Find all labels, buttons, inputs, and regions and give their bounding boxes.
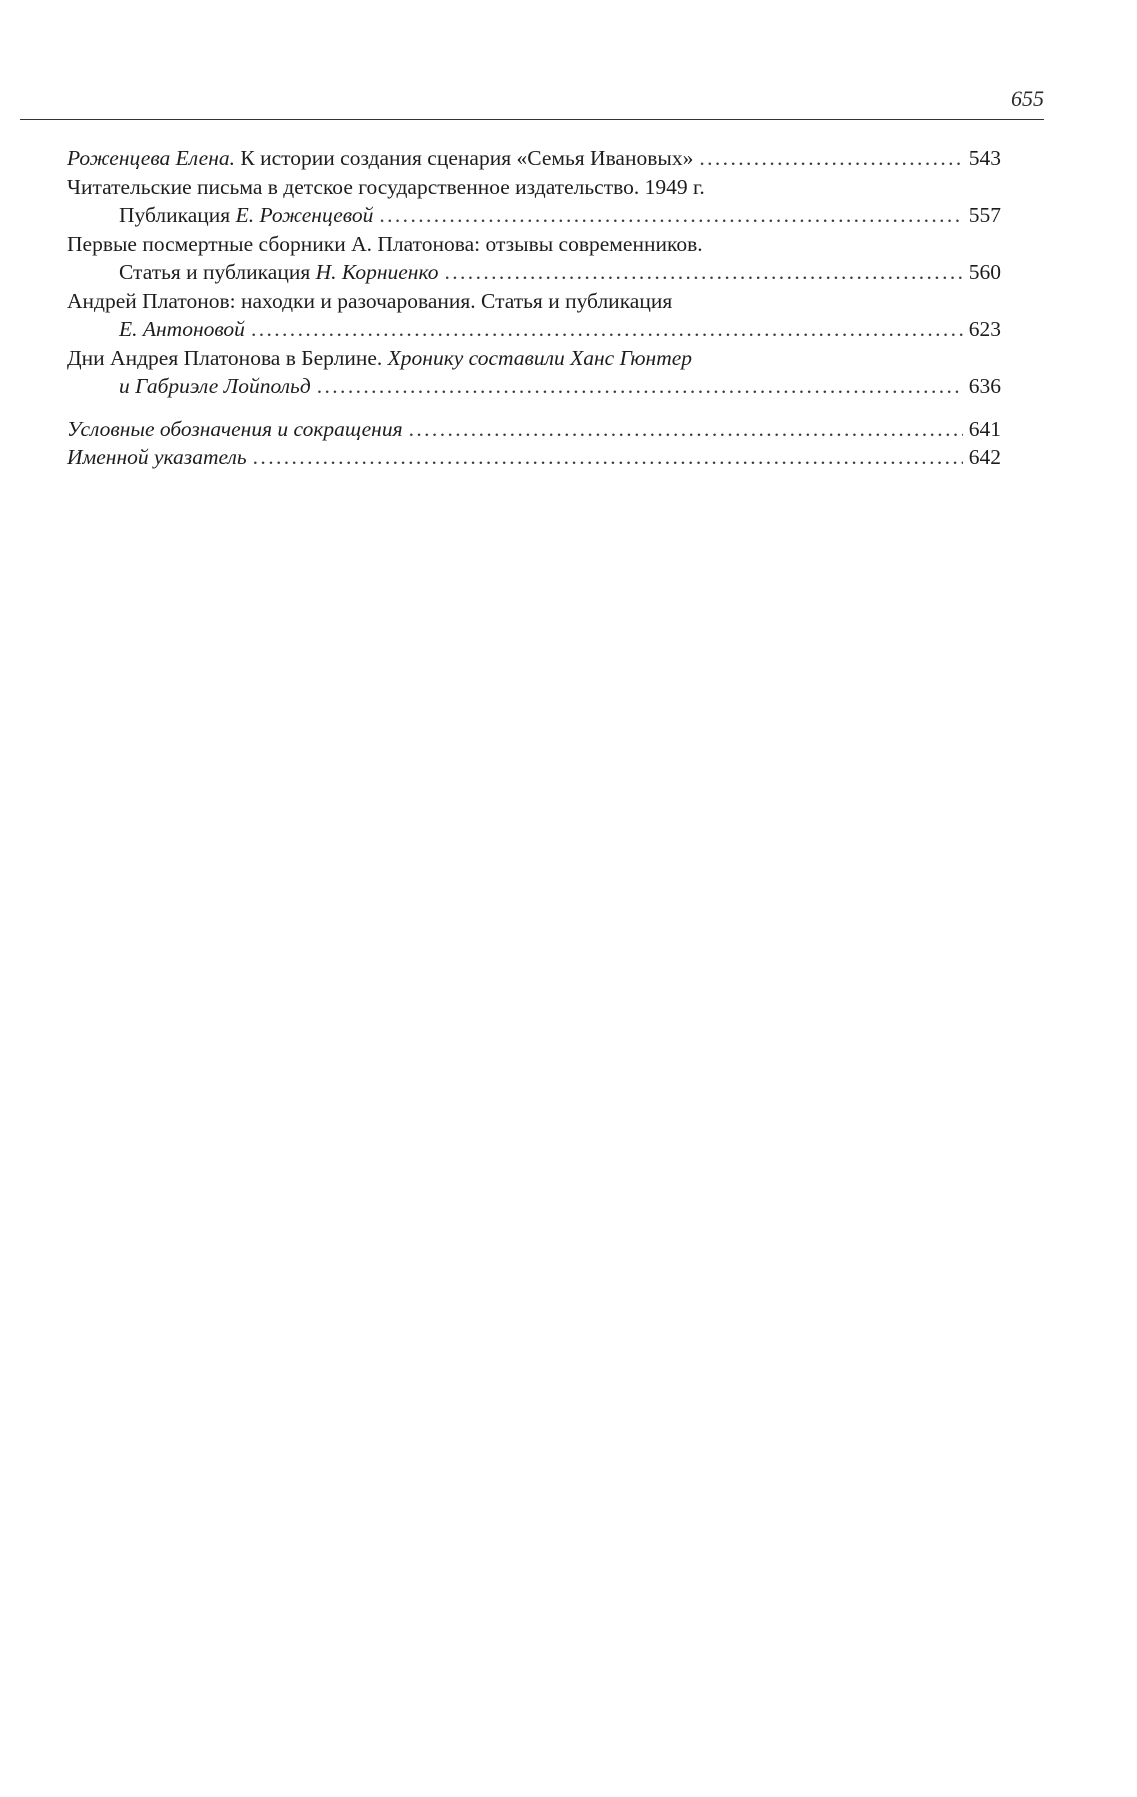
toc-entry-line xyxy=(67,144,1001,173)
toc-page-number: 641 xyxy=(968,416,1001,441)
toc-entry-line xyxy=(67,258,1001,287)
toc-entry-title xyxy=(67,144,693,173)
toc-section-title: Именной указатель xyxy=(67,445,247,469)
toc-author: и Габриэле Лойпольд xyxy=(119,374,311,398)
toc-entry-line xyxy=(67,415,1001,444)
toc-page-number: 543 xyxy=(968,146,1001,170)
dot-leader xyxy=(699,144,962,173)
toc-entry-line xyxy=(67,173,1001,202)
toc-credit-label: Статья и публикация xyxy=(119,260,316,284)
toc-entry xyxy=(67,173,1001,230)
toc-title-text: Дни Андрея Платонова в Берлине. xyxy=(67,345,388,370)
toc-page-number: 623 xyxy=(968,317,1001,341)
toc-section-title: Условные обозначения и сокращения xyxy=(67,416,403,441)
toc-entry xyxy=(67,230,1001,287)
section-gap xyxy=(67,401,1001,415)
toc-entry-line xyxy=(67,230,1001,259)
toc-author: Роженцева Елена. xyxy=(67,146,236,170)
dot-leader xyxy=(317,372,963,401)
toc-entry-credit xyxy=(119,258,438,287)
page-number: 655 xyxy=(1011,86,1044,111)
toc-title-text: К истории создания сценария «Семья Ивановых» xyxy=(235,146,694,170)
toc-entry-line xyxy=(67,201,1001,230)
toc-entry-line xyxy=(67,344,1001,373)
toc-entry-line xyxy=(67,315,1001,344)
toc-entry-line xyxy=(67,443,1001,472)
toc-entry xyxy=(67,287,1001,344)
toc-author: Хронику составили Ханс Гюнтер xyxy=(387,345,693,370)
toc-entry-credit xyxy=(119,201,373,230)
toc-title-text: Первые посмертные сборники А. Платонова: отзывы современников. xyxy=(67,231,703,256)
toc-entry xyxy=(67,144,1001,173)
toc-author: Е. Антоновой xyxy=(119,317,245,341)
dot-leader xyxy=(253,443,963,472)
dot-leader xyxy=(251,315,963,344)
toc-entry xyxy=(67,415,1001,444)
toc-entry xyxy=(67,443,1001,472)
toc-page-number: 642 xyxy=(968,445,1001,469)
toc-page-number: 560 xyxy=(968,260,1001,284)
toc-title-text: Андрей Платонов: находки и разочарования. Статья и публикация xyxy=(67,288,673,313)
toc-entry-line xyxy=(67,287,1001,316)
toc-entry-credit xyxy=(119,315,245,344)
toc-author: Н. Корниенко xyxy=(315,260,439,284)
toc-entry-credit xyxy=(119,372,311,401)
toc-entry-line xyxy=(67,372,1001,401)
dot-leader xyxy=(444,258,962,287)
toc-entry xyxy=(67,344,1001,401)
toc-page-number: 557 xyxy=(968,203,1001,227)
toc-credit-label: Публикация xyxy=(119,203,236,227)
table-of-contents xyxy=(67,144,1001,472)
dot-leader xyxy=(409,415,963,444)
header-rule xyxy=(20,119,1044,120)
dot-leader xyxy=(379,201,962,230)
toc-page-number: 636 xyxy=(968,374,1001,398)
toc-author: Е. Роженцевой xyxy=(235,203,374,227)
toc-title-text: Читательские письма в детское государственное издательство. 1949 г. xyxy=(67,174,705,199)
